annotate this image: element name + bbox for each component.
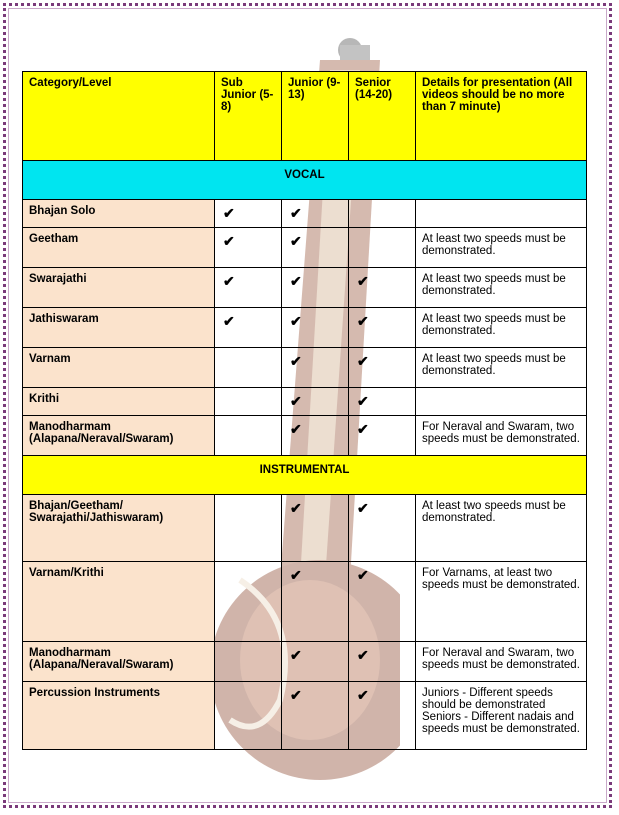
category-cell: Varnam: [23, 348, 215, 388]
level-cell-sen: [349, 642, 416, 682]
header-details: Details for presentation (All videos should be no more than 7 minute): [416, 72, 587, 161]
checkmark-icon: ✔: [290, 647, 302, 663]
section-title: VOCAL: [23, 161, 587, 200]
details-cell: For Neraval and Swaram, two speeds must be demonstrated.: [416, 642, 587, 682]
category-cell: Geetham: [23, 228, 215, 268]
table-row: [23, 388, 587, 416]
level-cell-jun: [282, 200, 349, 228]
level-cell-jun: [282, 682, 349, 750]
level-cell-sub: [215, 682, 282, 750]
table-row: [23, 416, 587, 456]
checkmark-icon: ✔: [357, 313, 369, 329]
checkmark-icon: ✔: [357, 687, 369, 703]
details-cell: For Varnams, at least two speeds must be demonstrated.: [416, 562, 587, 642]
level-cell-sen: [349, 308, 416, 348]
checkmark-icon: ✔: [357, 500, 369, 516]
level-cell-sen: [349, 495, 416, 562]
level-cell-sub: [215, 416, 282, 456]
table-row: [23, 268, 587, 308]
level-cell-sen: [349, 562, 416, 642]
section-title: INSTRUMENTAL: [23, 456, 587, 495]
table-row: [23, 228, 587, 268]
checkmark-icon: ✔: [290, 421, 302, 437]
checkmark-icon: ✔: [290, 567, 302, 583]
header-senior: Senior (14-20): [349, 72, 416, 161]
checkmark-icon: ✔: [357, 647, 369, 663]
level-cell-sen: [349, 268, 416, 308]
level-cell-jun: [282, 228, 349, 268]
checkmark-icon: ✔: [357, 567, 369, 583]
level-cell-jun: [282, 268, 349, 308]
category-cell: Bhajan Solo: [23, 200, 215, 228]
details-cell: Juniors - Different speeds should be demonstrated Seniors - Different nadais and speeds must be demonstrated.: [416, 682, 587, 750]
level-cell-sub: [215, 308, 282, 348]
header-junior: Junior (9-13): [282, 72, 349, 161]
level-cell-jun: [282, 495, 349, 562]
table-row: [23, 200, 587, 228]
level-cell-sub: [215, 388, 282, 416]
table-row: [23, 308, 587, 348]
checkmark-icon: ✔: [290, 500, 302, 516]
level-cell-sen: [349, 416, 416, 456]
checkmark-icon: ✔: [290, 313, 302, 329]
table-row: [23, 562, 587, 642]
level-cell-sen: [349, 228, 416, 268]
category-cell: Krithi: [23, 388, 215, 416]
category-cell: Percussion Instruments: [23, 682, 215, 750]
category-cell: Manodharmam (Alapana/Neraval/Swaram): [23, 416, 215, 456]
checkmark-icon: ✔: [290, 205, 302, 221]
details-cell: At least two speeds must be demonstrated.: [416, 495, 587, 562]
details-cell: At least two speeds must be demonstrated.: [416, 348, 587, 388]
category-cell: Swarajathi: [23, 268, 215, 308]
level-cell-jun: [282, 642, 349, 682]
checkmark-icon: ✔: [290, 687, 302, 703]
header-category: Category/Level: [23, 72, 215, 161]
level-cell-sen: [349, 682, 416, 750]
level-cell-jun: [282, 416, 349, 456]
checkmark-icon: ✔: [223, 273, 235, 289]
table-row: [23, 682, 587, 750]
details-cell: [416, 388, 587, 416]
category-cell: Bhajan/Geetham/ Swarajathi/Jathiswaram): [23, 495, 215, 562]
level-cell-jun: [282, 308, 349, 348]
checkmark-icon: ✔: [290, 273, 302, 289]
level-cell-sen: [349, 388, 416, 416]
checkmark-icon: ✔: [290, 353, 302, 369]
section-row-vocal: [23, 161, 587, 200]
level-cell-sub: [215, 200, 282, 228]
section-row-instr: [23, 456, 587, 495]
details-cell: [416, 200, 587, 228]
table-row: [23, 348, 587, 388]
level-cell-sub: [215, 642, 282, 682]
level-cell-jun: [282, 388, 349, 416]
level-cell-sub: [215, 562, 282, 642]
level-cell-sub: [215, 495, 282, 562]
details-cell: At least two speeds must be demonstrated.: [416, 268, 587, 308]
level-cell-sub: [215, 348, 282, 388]
checkmark-icon: ✔: [357, 273, 369, 289]
category-cell: Varnam/Krithi: [23, 562, 215, 642]
level-cell-sen: [349, 348, 416, 388]
level-cell-jun: [282, 348, 349, 388]
checkmark-icon: ✔: [223, 313, 235, 329]
level-cell-jun: [282, 562, 349, 642]
checkmark-icon: ✔: [290, 233, 302, 249]
checkmark-icon: ✔: [357, 393, 369, 409]
table-row: [23, 642, 587, 682]
details-cell: At least two speeds must be demonstrated.: [416, 228, 587, 268]
checkmark-icon: ✔: [290, 393, 302, 409]
header-sub-junior: Sub Junior (5-8): [215, 72, 282, 161]
header-row: [23, 72, 587, 161]
category-cell: Manodharmam (Alapana/Neraval/Swaram): [23, 642, 215, 682]
competition-table: [22, 71, 587, 750]
table-row: [23, 495, 587, 562]
level-cell-sen: [349, 200, 416, 228]
details-cell: At least two speeds must be demonstrated.: [416, 308, 587, 348]
checkmark-icon: ✔: [223, 205, 235, 221]
level-cell-sub: [215, 228, 282, 268]
checkmark-icon: ✔: [357, 421, 369, 437]
checkmark-icon: ✔: [357, 353, 369, 369]
category-cell: Jathiswaram: [23, 308, 215, 348]
level-cell-sub: [215, 268, 282, 308]
details-cell: For Neraval and Swaram, two speeds must be demonstrated.: [416, 416, 587, 456]
checkmark-icon: ✔: [223, 233, 235, 249]
